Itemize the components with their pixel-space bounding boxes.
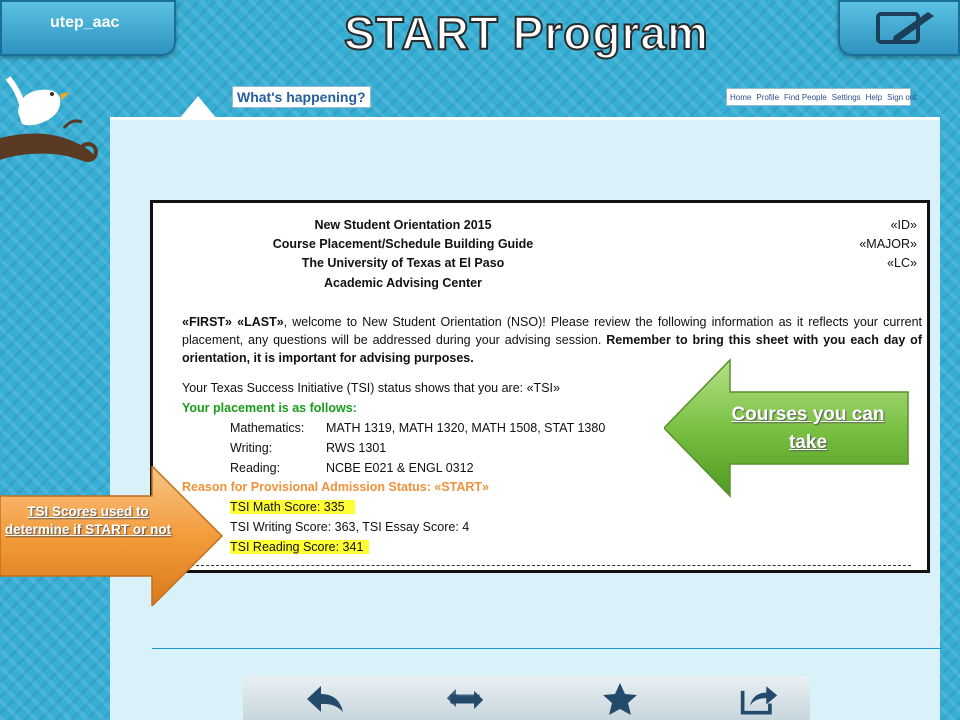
content-panel-top-edge (110, 117, 940, 120)
placement-label-math: Mathematics: (230, 421, 305, 435)
score-reading: TSI Reading Score: 341 (230, 540, 369, 554)
account-name: utep_aac (50, 14, 120, 31)
page-title: START Program (344, 7, 709, 59)
account-tab[interactable] (0, 0, 176, 56)
speech-pointer (180, 96, 216, 118)
content-bottom-line (152, 648, 942, 649)
courses-callout-text: Courses you can take (731, 404, 885, 453)
placement-value-reading: NCBE E021 & ENGL 0312 (326, 461, 474, 475)
doc-heading-4: Academic Advising Center (324, 276, 482, 290)
doc-heading-3: The University of Texas at El Paso (301, 256, 505, 270)
tweet-action-toolbar (243, 676, 810, 720)
share-button[interactable] (739, 682, 779, 716)
nav-find-people[interactable]: Find People (784, 92, 827, 102)
placement-label-writing: Writing: (230, 441, 273, 455)
favorite-star-icon (602, 682, 638, 716)
field-lc: «LC» (887, 256, 917, 270)
nav-sign-out[interactable]: Sign out (887, 92, 917, 102)
intro-text: , welcome to New Student Orientation (NSO)! Please review the following information as it reflects your current placement, any questions will be addressed during your advising session. (182, 315, 922, 347)
doc-heading-2: Course Placement/Schedule Building Guide (272, 237, 534, 251)
placement-value-writing: RWS 1301 (326, 441, 387, 455)
score-writing: TSI Writing Score: 363, TSI Essay Score: 4 (230, 520, 470, 534)
retweet-button[interactable] (445, 682, 485, 716)
placement-value-math: MATH 1319, MATH 1320, MATH 1508, STAT 1380 (326, 421, 606, 435)
compose-tab[interactable] (838, 0, 960, 56)
top-nav-links (726, 88, 917, 106)
retweet-icon (445, 682, 485, 716)
document-divider (181, 565, 911, 566)
nav-help[interactable]: Help (865, 92, 883, 102)
field-major: «MAJOR» (859, 237, 917, 251)
reply-button[interactable] (305, 682, 345, 716)
intro-names: «FIRST» «LAST» (182, 315, 284, 329)
field-id: «ID» (890, 218, 917, 232)
tsi-callout-text: TSI Scores used to determine if START or not (4, 504, 172, 537)
bird-logo-icon (0, 68, 110, 178)
nav-profile[interactable]: Profile (756, 92, 780, 102)
placement-heading: Your placement is as follows: (182, 401, 357, 415)
whats-happening-label[interactable]: What's happening? (232, 86, 371, 108)
reply-icon (305, 684, 345, 714)
provisional-heading: Reason for Provisional Admission Status: «START» (182, 480, 490, 494)
placement-label-reading: Reading: (230, 461, 281, 475)
doc-heading-1: New Student Orientation 2015 (314, 218, 492, 232)
nav-home[interactable]: Home (730, 92, 752, 102)
score-math: TSI Math Score: 335 (230, 500, 355, 514)
compose-icon[interactable] (864, 6, 944, 50)
share-icon (739, 682, 779, 716)
tsi-status: Your Texas Success Initiative (TSI) status shows that you are: «TSI» (182, 381, 560, 395)
favorite-button[interactable] (600, 682, 640, 716)
intro-bold: Remember to bring this sheet with you each day of orientation, it is important for advising purposes. (182, 333, 922, 365)
nav-settings[interactable]: Settings (831, 92, 861, 102)
